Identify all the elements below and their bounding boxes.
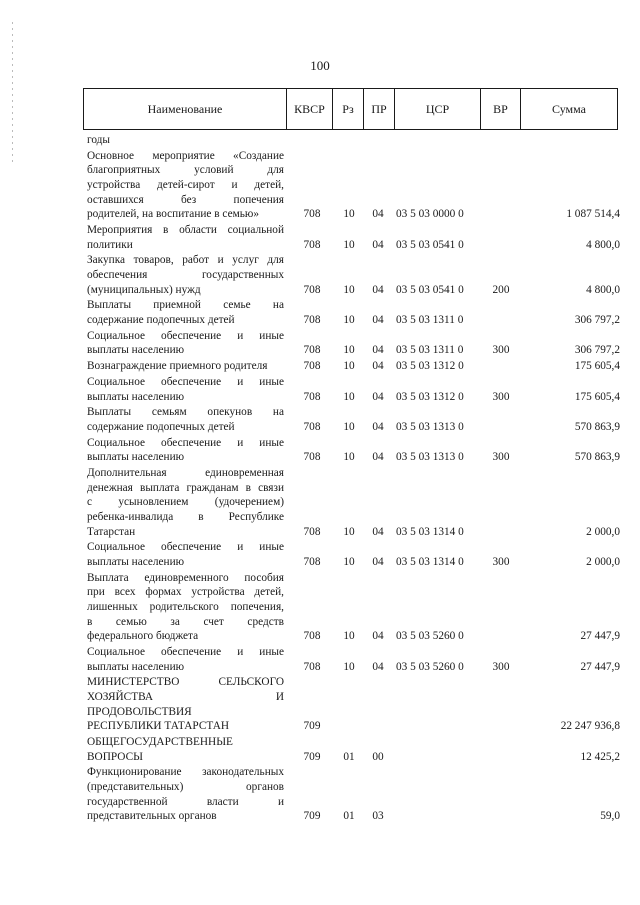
cell-pr: 00 xyxy=(372,750,384,763)
cell-csr: 03 5 03 1314 0 xyxy=(396,555,464,568)
cell-pr: 04 xyxy=(372,283,384,296)
cell-pr: 04 xyxy=(372,420,384,433)
row-name xyxy=(87,359,284,374)
cell-csr: 03 5 03 1311 0 xyxy=(396,344,464,357)
table-row xyxy=(0,436,640,465)
header-pr: ПР xyxy=(363,88,394,130)
row-name-line: Закупка товаров, работ и услуг для xyxy=(87,254,284,267)
row-name-line: содержание подопечных детей xyxy=(87,313,235,326)
cell-sum: 1 087 514,4 xyxy=(566,208,620,221)
cell-rz: 10 xyxy=(343,390,355,403)
table-row xyxy=(0,540,640,569)
row-name xyxy=(87,436,284,465)
row-name-line: годы xyxy=(87,134,111,146)
cell-csr: 03 5 03 1313 0 xyxy=(396,451,464,464)
row-name-line: устройства детей-сирот и детей, xyxy=(87,178,284,191)
row-name-line: Вознаграждение приемного родителя xyxy=(87,360,268,373)
row-name-line: Социальное обеспечение и иные xyxy=(87,329,284,342)
cell-rz: 10 xyxy=(343,313,355,326)
row-name-line: Основное мероприятие «Создание xyxy=(87,149,284,162)
row-name-line: ПРОДОВОЛЬСТВИЯ xyxy=(87,705,192,718)
cell-rz: 10 xyxy=(343,344,355,357)
table-row xyxy=(0,571,640,644)
cell-sum: 27 447,9 xyxy=(580,660,620,673)
cell-csr: 03 5 03 1313 0 xyxy=(396,420,464,433)
row-name xyxy=(87,645,284,674)
row-name-line: политики xyxy=(87,238,133,251)
cell-rz: 10 xyxy=(343,451,355,464)
row-name xyxy=(87,466,284,539)
table-row xyxy=(0,466,640,539)
cell-sum: 22 247 936,8 xyxy=(560,720,620,733)
cell-sum: 27 447,9 xyxy=(580,630,620,643)
cell-rz: 10 xyxy=(343,208,355,221)
table-row xyxy=(0,149,640,222)
row-name-line: Социальное обеспечение и иные xyxy=(87,376,284,388)
row-name xyxy=(87,571,284,644)
row-name-line: оставшихся без попечения xyxy=(87,193,284,206)
cell-csr: 03 5 03 0541 0 xyxy=(396,238,464,251)
row-name-line: ОБЩЕГОСУДАРСТВЕННЫЕ xyxy=(87,736,233,748)
header-name: Наименование xyxy=(83,88,286,130)
page-number: 100 xyxy=(310,58,330,73)
cell-rz: 10 xyxy=(343,525,355,538)
cell-kvsr: 708 xyxy=(303,451,321,464)
table-row xyxy=(0,735,640,764)
cell-sum: 175 605,4 xyxy=(574,360,620,373)
row-name xyxy=(87,540,284,569)
row-name xyxy=(87,253,284,297)
cell-kvsr: 709 xyxy=(303,720,321,733)
cell-sum: 4 800,0 xyxy=(586,283,620,296)
cell-kvsr: 708 xyxy=(303,344,321,357)
row-name xyxy=(87,149,284,222)
row-name-line: выплаты населению xyxy=(87,660,185,673)
cell-rz: 10 xyxy=(343,555,355,568)
row-name xyxy=(87,133,284,148)
cell-kvsr: 708 xyxy=(303,208,321,221)
cell-sum: 570 863,9 xyxy=(574,420,620,433)
cell-rz: 10 xyxy=(343,420,355,433)
cell-rz: 01 xyxy=(343,750,355,763)
cell-kvsr: 708 xyxy=(303,238,321,251)
row-name-line: выплаты населению xyxy=(87,555,185,568)
row-name-line: Выплаты приемной семье на xyxy=(87,299,284,312)
row-name-line: с усыновлением (удочерением) xyxy=(87,496,284,509)
row-name-line: благоприятных условий для xyxy=(87,164,284,177)
row-name-line: выплаты населению xyxy=(87,390,185,403)
cell-kvsr: 708 xyxy=(303,630,321,643)
cell-pr: 04 xyxy=(372,208,384,221)
cell-sum: 306 797,2 xyxy=(574,313,620,326)
row-name-line: выплаты населению xyxy=(87,344,185,357)
cell-csr: 03 5 03 1312 0 xyxy=(396,390,464,403)
cell-csr: 03 5 03 1312 0 xyxy=(396,360,464,373)
row-name-line: Социальное обеспечение и иные xyxy=(87,646,284,658)
cell-sum: 59,0 xyxy=(600,810,620,823)
table-row xyxy=(0,359,640,374)
cell-pr: 03 xyxy=(372,810,384,823)
cell-rz: 10 xyxy=(343,360,355,373)
cell-csr: 03 5 03 1314 0 xyxy=(396,525,464,538)
row-name-line: Социальное обеспечение и иные xyxy=(87,541,284,554)
cell-pr: 04 xyxy=(372,555,384,568)
row-name xyxy=(87,375,284,404)
row-name xyxy=(87,223,284,252)
row-name xyxy=(87,329,284,358)
cell-rz: 10 xyxy=(343,660,355,673)
table-row xyxy=(0,675,640,733)
row-name-line: обеспечения государственных xyxy=(87,268,284,281)
table-row xyxy=(0,765,640,823)
row-name-line: ХОЗЯЙСТВА И xyxy=(87,690,284,703)
cell-sum: 570 863,9 xyxy=(574,451,620,464)
cell-kvsr: 709 xyxy=(303,810,321,823)
cell-sum: 12 425,2 xyxy=(580,750,620,763)
cell-pr: 04 xyxy=(372,344,384,357)
cell-kvsr: 708 xyxy=(303,390,321,403)
row-name-line: денежная выплата гражданам в связи xyxy=(87,481,284,494)
row-name-line: представительных органов xyxy=(87,810,217,823)
header-kvsr: КВСР xyxy=(286,88,332,130)
cell-csr: 03 5 03 1311 0 xyxy=(396,313,464,326)
table-row xyxy=(0,223,640,252)
cell-pr: 04 xyxy=(372,360,384,373)
cell-rz: 10 xyxy=(343,238,355,251)
row-name-line: Социальное обеспечение и иные xyxy=(87,436,284,449)
cell-pr: 04 xyxy=(372,630,384,643)
row-name xyxy=(87,735,284,764)
cell-csr: 03 5 03 0541 0 xyxy=(396,283,464,296)
cell-pr: 04 xyxy=(372,525,384,538)
table-row xyxy=(0,133,640,148)
cell-kvsr: 708 xyxy=(303,660,321,673)
row-name-line: Выплаты семьям опекунов на xyxy=(87,406,284,419)
row-name-line: Дополнительная единовременная xyxy=(87,467,284,480)
row-name xyxy=(87,675,284,733)
cell-sum: 2 000,0 xyxy=(586,555,620,568)
cell-pr: 04 xyxy=(372,238,384,251)
cell-kvsr: 708 xyxy=(303,555,321,568)
cell-vr: 300 xyxy=(492,344,510,357)
row-name xyxy=(87,405,284,434)
cell-pr: 04 xyxy=(372,390,384,403)
table-row xyxy=(0,405,640,434)
header-rz: Рз xyxy=(332,88,363,130)
cell-pr: 04 xyxy=(372,451,384,464)
cell-rz: 10 xyxy=(343,630,355,643)
cell-sum: 175 605,4 xyxy=(574,390,620,403)
cell-kvsr: 709 xyxy=(303,750,321,763)
cell-kvsr: 708 xyxy=(303,360,321,373)
cell-vr: 300 xyxy=(492,660,510,673)
cell-vr: 300 xyxy=(492,555,510,568)
cell-kvsr: 708 xyxy=(303,283,321,296)
row-name xyxy=(87,765,284,823)
row-name-line: родителей, на воспитание в семью» xyxy=(87,208,259,221)
row-name-line: Выплата единовременного пособия xyxy=(87,571,284,584)
cell-kvsr: 708 xyxy=(303,420,321,433)
cell-pr: 04 xyxy=(372,313,384,326)
cell-sum: 306 797,2 xyxy=(574,344,620,357)
cell-vr: 200 xyxy=(492,283,510,296)
row-name-line: содержание подопечных детей xyxy=(87,420,235,433)
header-sum: Сумма xyxy=(520,88,618,130)
row-name-line: выплаты населению xyxy=(87,451,185,464)
header-csr: ЦСР xyxy=(394,88,480,130)
row-name-line: лишенных родительского попечения, xyxy=(87,600,284,613)
row-name-line: федерального бюджета xyxy=(87,630,199,643)
cell-kvsr: 708 xyxy=(303,313,321,326)
cell-sum: 2 000,0 xyxy=(586,525,620,538)
cell-csr: 03 5 03 0000 0 xyxy=(396,208,464,221)
cell-rz: 01 xyxy=(343,810,355,823)
table-row xyxy=(0,329,640,358)
cell-csr: 03 5 03 5260 0 xyxy=(396,660,464,673)
cell-vr: 300 xyxy=(492,451,510,464)
row-name-line: в семью за счет средств xyxy=(87,615,284,628)
cell-kvsr: 708 xyxy=(303,525,321,538)
row-name-line: Татарстан xyxy=(87,525,136,538)
row-name-line: Функционирование законодательных xyxy=(87,766,284,779)
row-name xyxy=(87,298,284,327)
row-name-line: ребенка-инвалида в Республике xyxy=(87,510,284,523)
table-row xyxy=(0,253,640,297)
cell-sum: 4 800,0 xyxy=(586,238,620,251)
row-name-line: (представительных) органов xyxy=(87,780,284,793)
cell-rz: 10 xyxy=(343,283,355,296)
table-row xyxy=(0,645,640,674)
cell-pr: 04 xyxy=(372,660,384,673)
row-name-line: государственной власти и xyxy=(87,795,284,808)
table-row xyxy=(0,298,640,327)
row-name-line: (муниципальных) нужд xyxy=(87,283,201,296)
header-vr: ВР xyxy=(480,88,520,130)
row-name-line: МИНИСТЕРСТВО СЕЛЬСКОГО xyxy=(87,676,284,689)
row-name-line: Мероприятия в области социальной xyxy=(87,224,284,236)
cell-vr: 300 xyxy=(492,390,510,403)
row-name-line: ВОПРОСЫ xyxy=(87,750,143,763)
row-name-line: при всех формах устройства детей, xyxy=(87,586,284,599)
table-row xyxy=(0,375,640,404)
row-name-line: РЕСПУБЛИКИ ТАТАРСТАН xyxy=(87,720,230,733)
cell-csr: 03 5 03 5260 0 xyxy=(396,630,464,643)
